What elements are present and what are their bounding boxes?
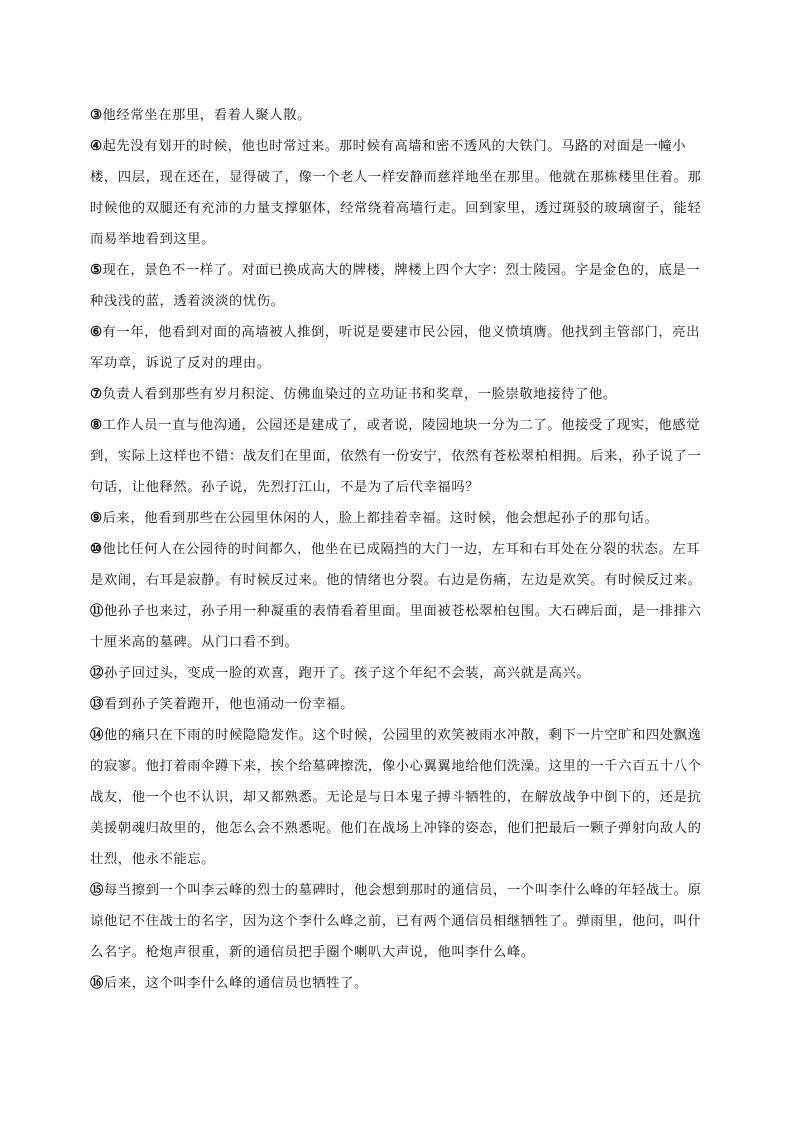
paragraph-text: 现在，景色不一样了。对面已换成高大的牌楼，牌楼上四个大字：烈士陵园。字是金色的，底是一种浅浅的蓝，透着淡淡的忧伤。 (90, 263, 701, 309)
paragraph-number: ⑦ (90, 387, 103, 402)
paragraph-3 (90, 100, 710, 131)
paragraph-16 (90, 968, 710, 999)
paragraph-text: 他经常坐在那里，看着人聚人散。 (102, 108, 311, 123)
paragraph-text: 他孙子也来过，孙子用一种凝重的表情看着里面。里面被苍松翠柏包围。大石碑后面，是一排排六十厘米高的墓碑。从门口看不到。 (90, 604, 702, 650)
paragraph-11 (90, 596, 710, 658)
paragraph-13 (90, 689, 710, 720)
paragraph-10 (90, 534, 710, 596)
paragraph-text: 起先没有划开的时候，他也时常过来。那时候有高墙和密不透风的大铁门。马路的对面是一幢小楼，四层，现在还在，显得破了，像一个老人一样安静而慈祥地坐在那里。他就在那栋楼里住着。那时候他的双腿还有充沛的力量支撑躯体，经常绕着高墙行走。回到家里，透过斑驳的玻璃窗子，能轻而易举地看到这里。 (90, 139, 702, 247)
paragraph-number: ⑯ (90, 976, 104, 991)
story-body (90, 100, 710, 999)
paragraph-text: 他比任何人在公园待的时间都久，他坐在已成隔挡的大门一边，左耳和右耳处在分裂的状态。左耳是欢闹，右耳是寂静。有时候反过来。他的情绪也分裂。右边是伤痛，左边是欢笑。有时候反过来。 (90, 542, 702, 588)
paragraph-4 (90, 131, 710, 255)
paragraph-9 (90, 503, 710, 534)
paragraph-text: 后来，他看到那些在公园里休闲的人，脸上都挂着幸福。这时候，他会想起孙子的那句话。 (102, 511, 659, 526)
paragraph-8 (90, 410, 710, 503)
paragraph-text: 负责人看到那些有岁月积淀、仿佛血染过的立功证书和奖章，一脸崇敬地接待了他。 (102, 387, 617, 402)
paragraph-5 (90, 255, 710, 317)
paragraph-number: ⑬ (90, 697, 104, 712)
paragraph-number: ⑪ (90, 604, 104, 619)
paragraph-text: 看到孙子笑着跑开，他也涌动一份幸福。 (103, 697, 355, 712)
paragraph-number: ⑧ (90, 418, 103, 433)
paragraph-14 (90, 720, 710, 875)
paragraph-number: ⑤ (90, 263, 103, 278)
paragraph-number: ⑩ (90, 542, 103, 557)
paragraph-text: 有一年，他看到对面的高墙被人推倒，听说是要建市民公园，他义愤填膺。他找到主管部门，亮出军功章，诉说了反对的理由。 (90, 325, 701, 371)
paragraph-12 (90, 658, 710, 689)
paragraph-number: ⑭ (90, 728, 104, 743)
paragraph-6 (90, 317, 710, 379)
paragraph-number: ④ (90, 139, 103, 154)
paragraph-text: 后来，这个叫李什么峰的通信员也牺牲了。 (103, 976, 368, 991)
paragraph-text: 孙子回过头，变成一脸的欢喜，跑开了。孩子这个年纪不会装，高兴就是高兴。 (103, 666, 591, 681)
paragraph-text: 每当擦到一个叫李云峰的烈士的墓碑时，他会想到那时的通信员，一个叫李什么峰的年轻战士。原谅他记不住战士的名字，因为这个李什么峰之前，已有两个通信员相继牺牲了。弹雨里，他问，叫什么名字。枪炮声很重，新的通信员把手圈个喇叭大声说，他叫李什么峰。 (90, 883, 702, 960)
paragraph-number: ③ (90, 108, 103, 123)
paragraph-number: ⑫ (90, 666, 104, 681)
paragraph-7 (90, 379, 710, 410)
paragraph-number: ⑮ (90, 883, 104, 898)
paragraph-number: ⑥ (90, 325, 103, 340)
paragraph-text: 工作人员一直与他沟通，公园还是建成了，或者说，陵园地块一分为二了。他接受了现实，他感觉到，实际上这样也不错：战友们在里面，依然有一份安宁，依然有苍松翠柏相拥。后来，孙子说了一句话，让他释然。孙子说，先烈打江山，不是为了后代幸福吗？ (90, 418, 702, 495)
paragraph-15 (90, 875, 710, 968)
paragraph-text: 他的痛只在下雨的时候隐隐发作。这个时候，公园里的欢笑被雨水冲散，剩下一片空旷和四处飘逸的寂寥。他打着雨伞蹲下来，挨个给墓碑擦洗，像小心翼翼地给他们洗澡。这里的一千六百五十八个战友，他一个也不认识，却又都熟悉。无论是与日本鬼子搏斗牺牲的，在解放战争中倒下的，还是抗美援朝魂归故里的，他怎么会不熟悉呢。他们在战场上冲锋的姿态，他们把最后一颗子弹射向敌人的壮烈，他永不能忘。 (90, 728, 702, 867)
paragraph-number: ⑨ (90, 511, 103, 526)
